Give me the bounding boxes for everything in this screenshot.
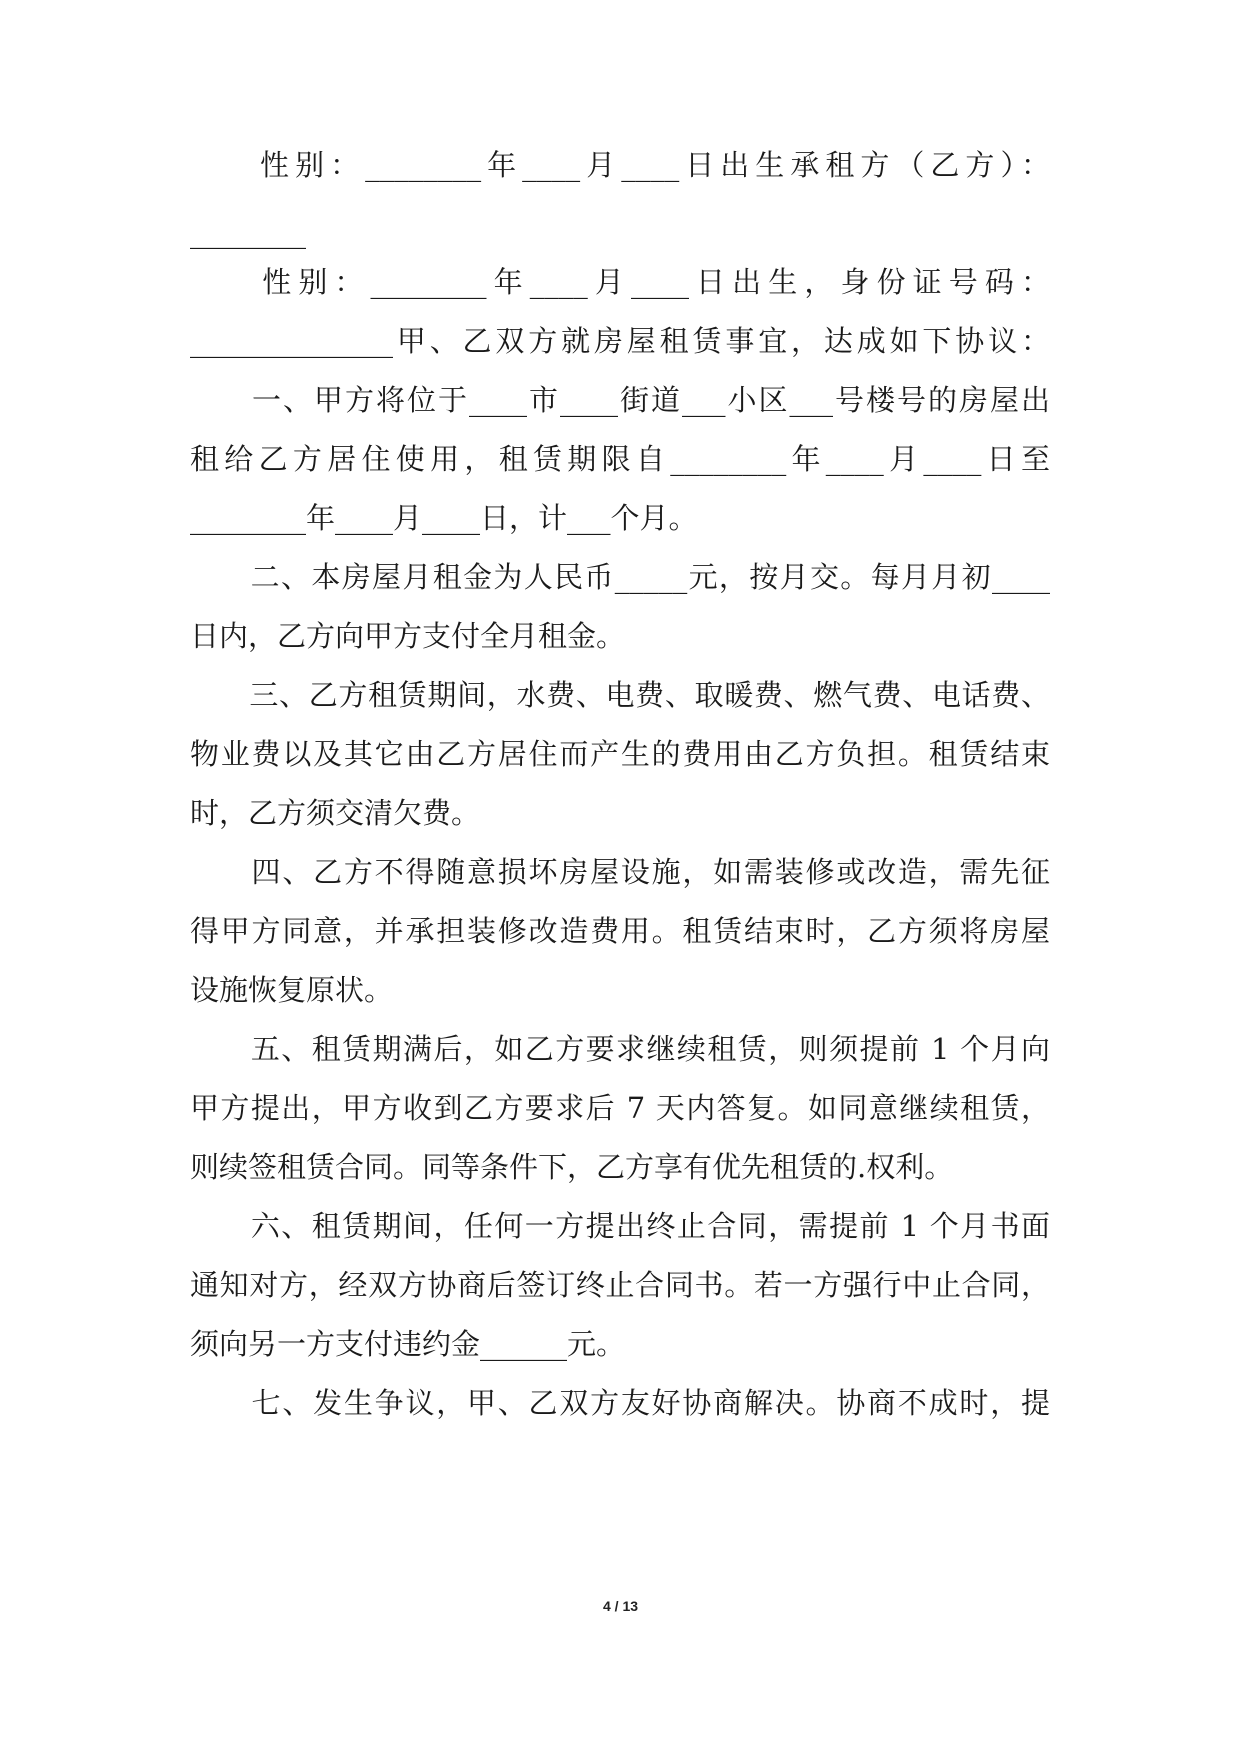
text-line: 二、本房屋月租金为人民币_____元，按月交。每月月初____ [190,560,1050,594]
text-line: 通知对方，经双方协商后签订终止合同书。若一方强行中止合同， [190,1268,1050,1302]
text-line: 一、甲方将位于____市____街道___小区___号楼号的房屋出 [190,383,1050,417]
text-line: 租给乙方居住使用，租赁期限自________年____月____日至 [190,442,1050,476]
text-line: 物业费以及其它由乙方居住而产生的费用由乙方负担。租赁结束 [190,737,1050,771]
text-line: 设施恢复原状。 [190,973,394,1007]
text-line: 时，乙方须交清欠费。 [190,796,481,830]
text-line: 甲方提出，甲方收到乙方要求后 7 天内答复。如同意继续租赁， [190,1091,1050,1125]
text-line: ________ [190,215,306,249]
text-line: 性别：________年____月____日出生，身份证号码： [190,265,1050,299]
text-line: ______________甲、乙双方就房屋租赁事宜，达成如下协议： [190,324,1050,358]
page-number: 4 / 13 [602,1598,639,1614]
text-line: 则续签租赁合同。同等条件下，乙方享有优先租赁的.权利。 [190,1150,954,1184]
text-line: 日内，乙方向甲方支付全月租金。 [190,619,626,653]
text-line: ________年____月____日，计___个月。 [190,501,698,535]
text-line: 六、租赁期间，任何一方提出终止合同，需提前 1 个月书面 [190,1209,1050,1243]
text-line: 五、租赁期满后，如乙方要求继续租赁，则须提前 1 个月向 [190,1032,1050,1066]
text-line: 须向另一方支付违约金______元。 [190,1327,626,1361]
text-line: 三、乙方租赁期间，水费、电费、取暖费、燃气费、电话费、 [190,678,1050,712]
text-line: 七、发生争议，甲、乙双方友好协商解决。协商不成时，提 [190,1386,1050,1420]
text-line: 得甲方同意，并承担装修改造费用。租赁结束时，乙方须将房屋 [190,914,1050,948]
text-line: 四、乙方不得随意损坏房屋设施，如需装修或改造，需先征 [190,855,1050,889]
text-line: 性别：________年____月____日出生承租方（乙方）： [190,148,1050,182]
